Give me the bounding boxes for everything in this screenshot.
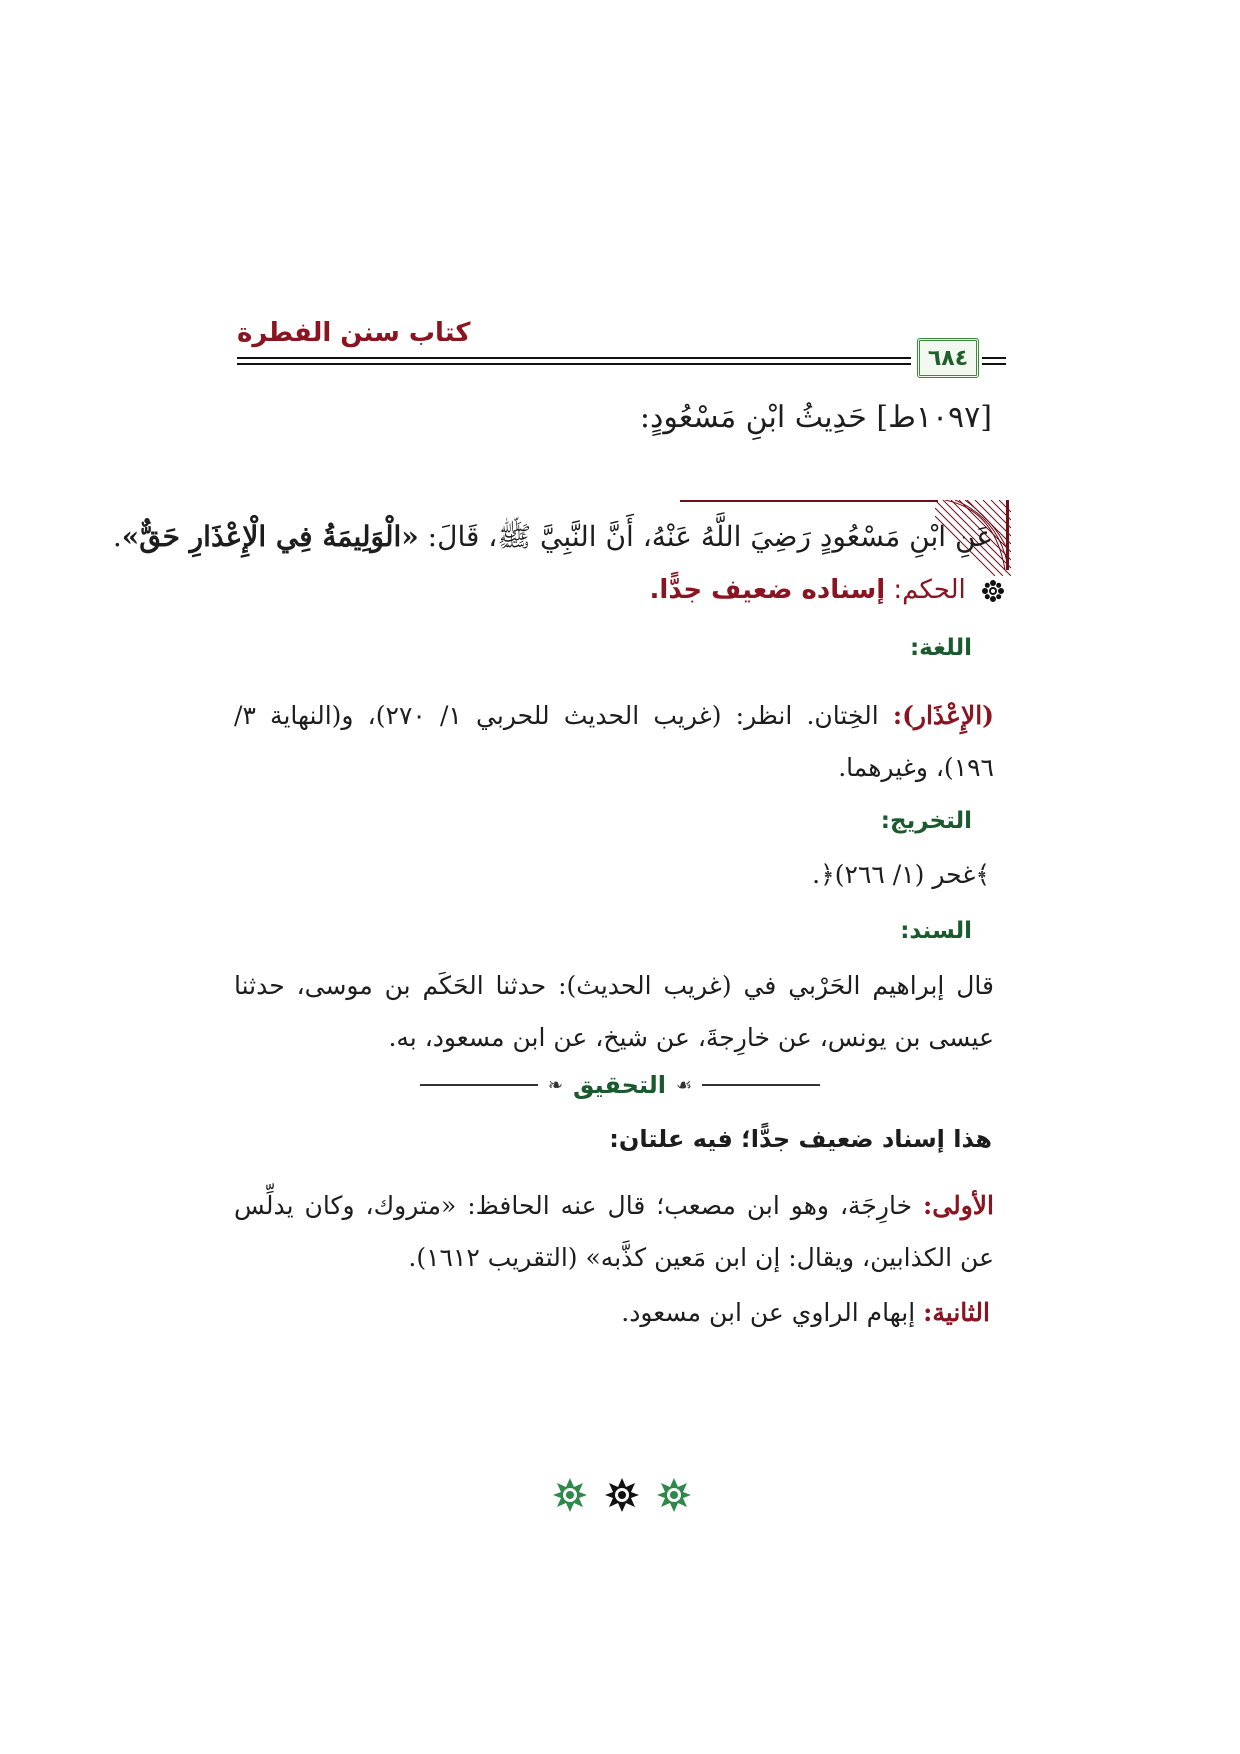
second-cause-label: الثانية: — [923, 1298, 990, 1327]
second-cause — [621, 1298, 990, 1327]
rosette-icon — [982, 580, 1004, 602]
first-cause-label: الأولى: — [923, 1191, 994, 1220]
lugha-label: اللغة: — [909, 635, 972, 661]
first-cause — [234, 1180, 994, 1284]
header-rule-right — [982, 357, 1006, 359]
hadith-text — [113, 520, 993, 560]
analysis-summary: هذا إسناد ضعيف جدًّا؛ فيه علتان: — [609, 1125, 992, 1153]
sanad-text: قال إبراهيم الحَرْبي في (غريب الحديث): حدثنا الحَكَم بن موسى، حدثنا عيسى بن يونس، عن خارِجةَ، عن شيخ، عن ابن مسعود، به. — [234, 971, 994, 1052]
ruling-line — [650, 575, 1004, 605]
ruling-label: الحكم: — [893, 575, 966, 605]
hadith-text-suffix: . — [112, 520, 122, 553]
header-rule-left — [237, 357, 911, 359]
page-number-badge: ٦٨٤ — [917, 338, 979, 378]
lugha-paragraph — [234, 690, 994, 794]
ornament-line — [680, 500, 938, 502]
ornament-vertical-line — [1006, 500, 1009, 570]
closing-ornaments — [552, 1475, 692, 1515]
hadith-quote: «الْوَلِيمَةُ فِي الْإِعْذَارِ حَقٌّ» — [121, 520, 419, 553]
fleuron-icon — [552, 1477, 588, 1513]
fleuron-icon — [656, 1477, 692, 1513]
divider-line-right — [702, 1084, 820, 1086]
tahqiq-divider — [420, 1070, 820, 1100]
tahqiq-label: التحقيق — [572, 1071, 666, 1099]
divider-ornament-icon: ☙ — [676, 1074, 693, 1096]
lugha-term: (الإِعْذَار): — [892, 701, 994, 730]
divider-line-left — [420, 1084, 538, 1086]
first-cause-text: خارِجَة، وهو ابن مصعب؛ قال عنه الحافظ: «متروك، وكان يدلِّس عن الكذابين، ويقال: إن ابن مَعين كذَّبه» (التقريب ١٦١٢). — [234, 1191, 994, 1272]
ruling-value: إسناده ضعيف جدًّا. — [649, 575, 886, 605]
hadith-heading: [١٠٩٧ط] حَدِيثُ ابْنِ مَسْعُودٍ: — [639, 400, 992, 435]
sanad-label: السند: — [900, 918, 972, 944]
takhrij-text: ﴾غحر (١/ ٢٦٦)﴿. — [812, 860, 990, 889]
second-cause-text: إبهام الراوي عن ابن مسعود. — [621, 1298, 924, 1327]
fleuron-icon — [604, 1477, 640, 1513]
hadith-text-prefix: عَنِ ابْنِ مَسْعُودٍ رَضِيَ اللَّهُ عَنْهُ، أَنَّ النَّبِيَّ ﷺ، قَالَ: — [418, 520, 993, 553]
book-title: كتاب سنن الفطرة — [237, 318, 471, 348]
takhrij-label: التخريج: — [880, 808, 972, 834]
divider-ornament-icon: ❧ — [547, 1074, 563, 1096]
lugha-text: الخِتان. انظر: (غريب الحديث للحربي ١/ ٢٧٠)، و(النهاية ٣/ ١٩٦)، وغيرهما. — [234, 701, 994, 782]
header-rule-left-2 — [237, 363, 911, 365]
header-rule-right-2 — [982, 363, 1006, 365]
